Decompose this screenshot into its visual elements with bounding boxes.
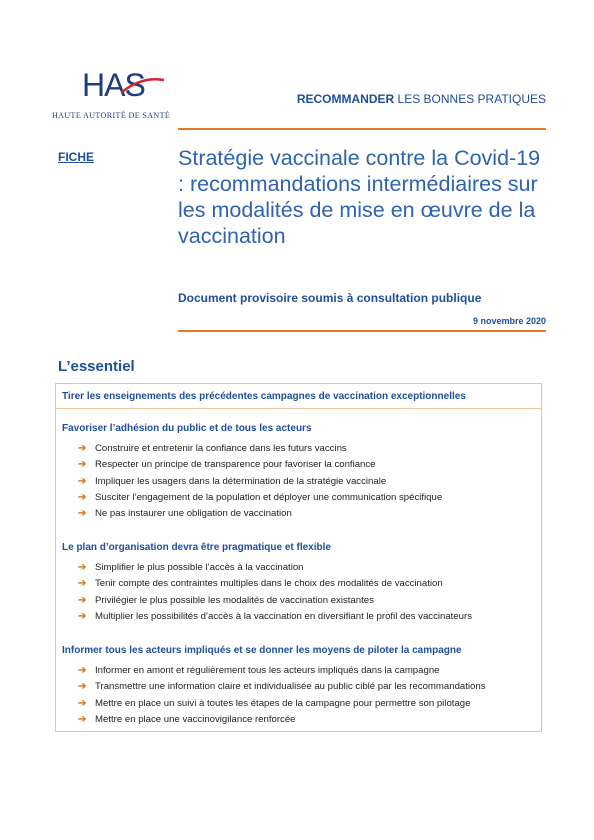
list-item: ➔ Mettre en place une vaccinovigilance renforcée	[56, 712, 541, 728]
essentiel-box-heading: Tirer les enseignements des précédentes campagnes de vaccination exceptionnelles	[56, 384, 541, 409]
arrow-icon: ➔	[78, 665, 87, 676]
arrow-icon: ➔	[78, 713, 87, 725]
arrow-icon: ➔	[78, 443, 87, 454]
list-item: ➔ Impliquer les usagers dans la détermination de la stratégie vaccinale	[56, 474, 541, 490]
list-item: ➔ Transmettre une information claire et individualisée au public ciblé par les recommandations	[56, 679, 541, 695]
arrow-icon: ➔	[78, 491, 87, 503]
list-item: ➔ Multiplier les possibilités d’accès à la vaccination en diversifiant le profil des vaccinateurs	[56, 609, 541, 625]
arrow-icon: ➔	[78, 459, 87, 471]
document-type-label: FICHE	[58, 150, 94, 164]
list-item: ➔ Construire et entretenir la confiance dans les futurs vaccins	[56, 441, 541, 457]
list-item: ➔ Simplifier le plus possible l’accès à la vaccination	[56, 560, 541, 576]
section-title: Favoriser l’adhésion du public et de tous les acteurs	[62, 423, 312, 434]
list-item: ➔ Susciter l’engagement de la population et déployer une communication spécifique	[56, 490, 541, 506]
has-logo-mark	[82, 66, 166, 102]
list-item: ➔ Privilégier le plus possible les modalités de vaccination existantes	[56, 593, 541, 609]
category-rest: LES BONNES PRATIQUES	[397, 92, 546, 106]
category-label	[297, 92, 546, 106]
arrow-icon: ➔	[78, 681, 87, 693]
logo-letters: HAS	[82, 67, 145, 102]
section-title: Informer tous les acteurs impliqués et se donner les moyens de piloter la campagne	[62, 645, 462, 656]
has-logo	[52, 66, 202, 126]
section-title: Le plan d’organisation devra être pragmatique et flexible	[62, 542, 331, 553]
arrow-icon: ➔	[78, 610, 87, 622]
arrow-icon: ➔	[78, 697, 87, 709]
logo-subtitle: HAUTE AUTORITÉ DE SANTÉ	[52, 111, 171, 120]
arrow-icon: ➔	[78, 475, 87, 487]
category-bold: RECOMMANDER	[296, 92, 395, 106]
document-title: Stratégie vaccinale contre la Covid-19 : recommandations intermédiaires sur les modalités de mise en œuvre de la vaccination	[178, 146, 541, 248]
arrow-icon: ➔	[78, 562, 87, 573]
essentiel-box	[55, 383, 542, 732]
list-item: ➔ Informer en amont et régulièrement tous les acteurs impliqués dans la campagne	[56, 663, 541, 679]
title-rule	[178, 330, 546, 332]
section-organisation	[56, 542, 541, 625]
section-adhesion	[56, 423, 541, 522]
arrow-icon: ➔	[78, 594, 87, 606]
list-item: ➔ Tenir compte des contraintes multiples dans le choix des modalités de vaccination	[56, 576, 541, 592]
list-item: ➔ Ne pas instaurer une obligation de vaccination	[56, 506, 541, 522]
arrow-icon: ➔	[78, 578, 87, 590]
list-item: ➔ Mettre en place un suivi à toutes les étapes de la campagne pour permettre son pilotage	[56, 696, 541, 712]
document-date: 9 novembre 2020	[472, 316, 546, 326]
essentiel-heading: L’essentiel	[58, 358, 135, 375]
arrow-icon: ➔	[78, 508, 87, 520]
list-item: ➔ Respecter un principe de transparence pour favoriser la confiance	[56, 457, 541, 473]
document-subtitle: Document provisoire soumis à consultation publique	[178, 291, 482, 305]
header-rule	[178, 128, 546, 130]
section-information	[56, 645, 541, 728]
